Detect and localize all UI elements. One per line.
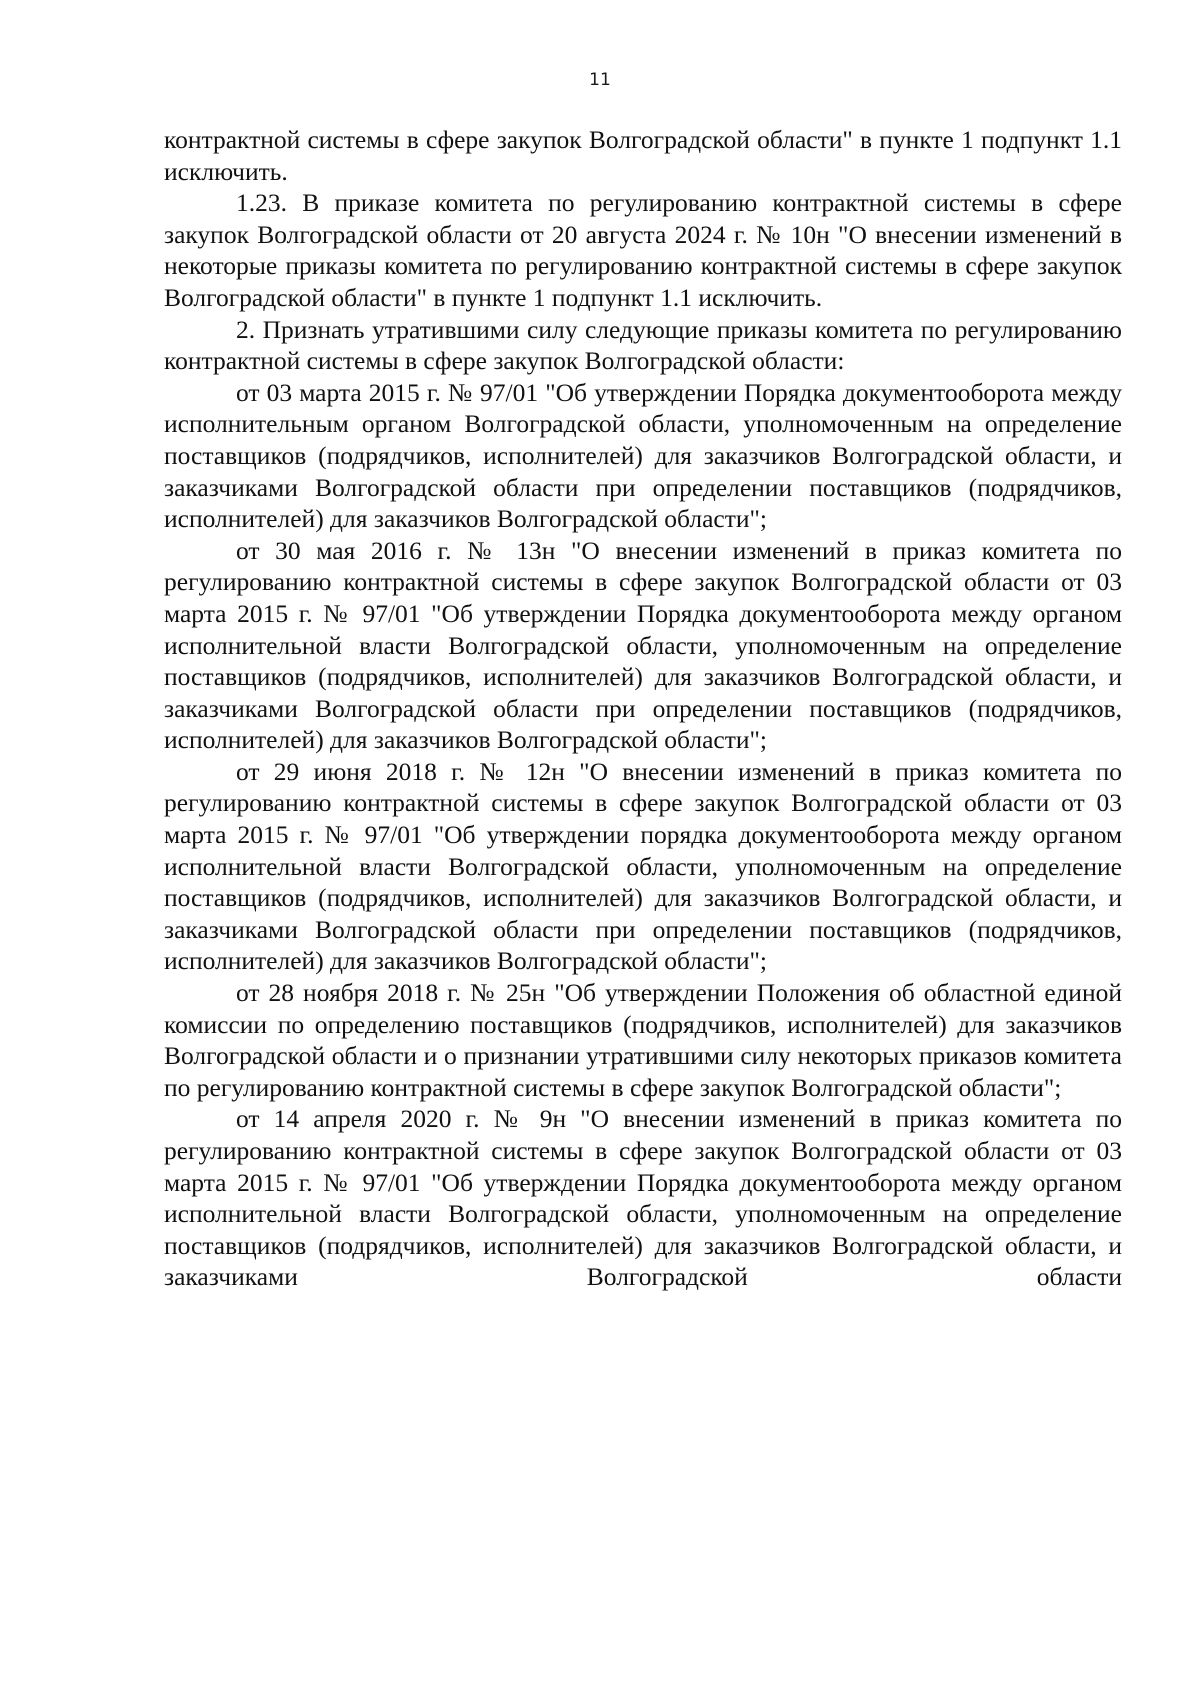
document-body bbox=[164, 124, 1122, 1293]
paragraph-order-2018-june: от 29 июня 2018 г. № 12н "О внесении изменений в приказ комитета по регулированию контрактной системы в сфере закупок Волгоградской области от 03 марта 2015 г. № 97/01 "Об утверждении порядка документооборота между органом исполнительной власти Волгоградской области, уполномоченным на определение поставщиков (подрядчиков, исполнителей) для заказчиков Волгоградской области, и заказчиками Волгоградской области при определении поставщиков (подрядчиков, исполнителей) для заказчиков Волгоградской области"; bbox=[164, 756, 1122, 976]
paragraph-item-1-23: 1.23. В приказе комитета по регулированию контрактной системы в сфере закупок Волгоградской области от 20 августа 2024 г. № 10н "О внесении изменений в некоторые приказы комитета по регулированию контрактной системы в сфере закупок Волгоградской области" в пункте 1 подпункт 1.1 исключить. bbox=[164, 188, 1122, 312]
paragraph-order-2015: от 03 марта 2015 г. № 97/01 "Об утверждении Порядка документооборота между исполнительным органом Волгоградской области, уполномоченным на определение поставщиков (подрядчиков, исполнителей) для заказчиков Волгоградской области, и заказчиками Волгоградской области при определении поставщиков (подрядчиков, исполнителей) для заказчиков Волгоградской области"; bbox=[164, 377, 1122, 534]
paragraph-continuation: контрактной системы в сфере закупок Волгоградской области" в пункте 1 подпункт 1.1 исключить. bbox=[164, 125, 1122, 186]
paragraph-item-2: 2. Признать утратившими силу следующие приказы комитета по регулированию контрактной системы в сфере закупок Волгоградской области: bbox=[164, 314, 1122, 376]
paragraph-order-2020: от 14 апреля 2020 г. № 9н "О внесении изменений в приказ комитета по регулированию контрактной системы в сфере закупок Волгоградской области от 03 марта 2015 г. № 97/01 "Об утверждении Порядка документооборота между органом исполнительной власти Волгоградской области, уполномоченным на определение поставщиков (подрядчиков, исполнителей) для заказчиков Волгоградской области, и заказчиками Волгоградской области bbox=[164, 1104, 1122, 1292]
paragraph-order-2018-november: от 28 ноября 2018 г. № 25н "Об утверждении Положения об областной единой комиссии по определению поставщиков (подрядчиков, исполнителей) для заказчиков Волгоградской области и о признании утратившими силу некоторых приказов комитета по регулированию контрактной системы в сфере закупок Волгоградской области"; bbox=[164, 978, 1122, 1102]
page-number: 11 bbox=[589, 70, 611, 90]
paragraph-order-2016: от 30 мая 2016 г. № 13н "О внесении изменений в приказ комитета по регулированию контрактной системы в сфере закупок Волгоградской области от 03 марта 2015 г. № 97/01 "Об утверждении Порядка документооборота между органом исполнительной власти Волгоградской области, уполномоченным на определение поставщиков (подрядчиков, исполнителей) для заказчиков Волгоградской области, и заказчиками Волгоградской области при определении поставщиков (подрядчиков, исполнителей) для заказчиков Волгоградской области"; bbox=[164, 535, 1122, 755]
